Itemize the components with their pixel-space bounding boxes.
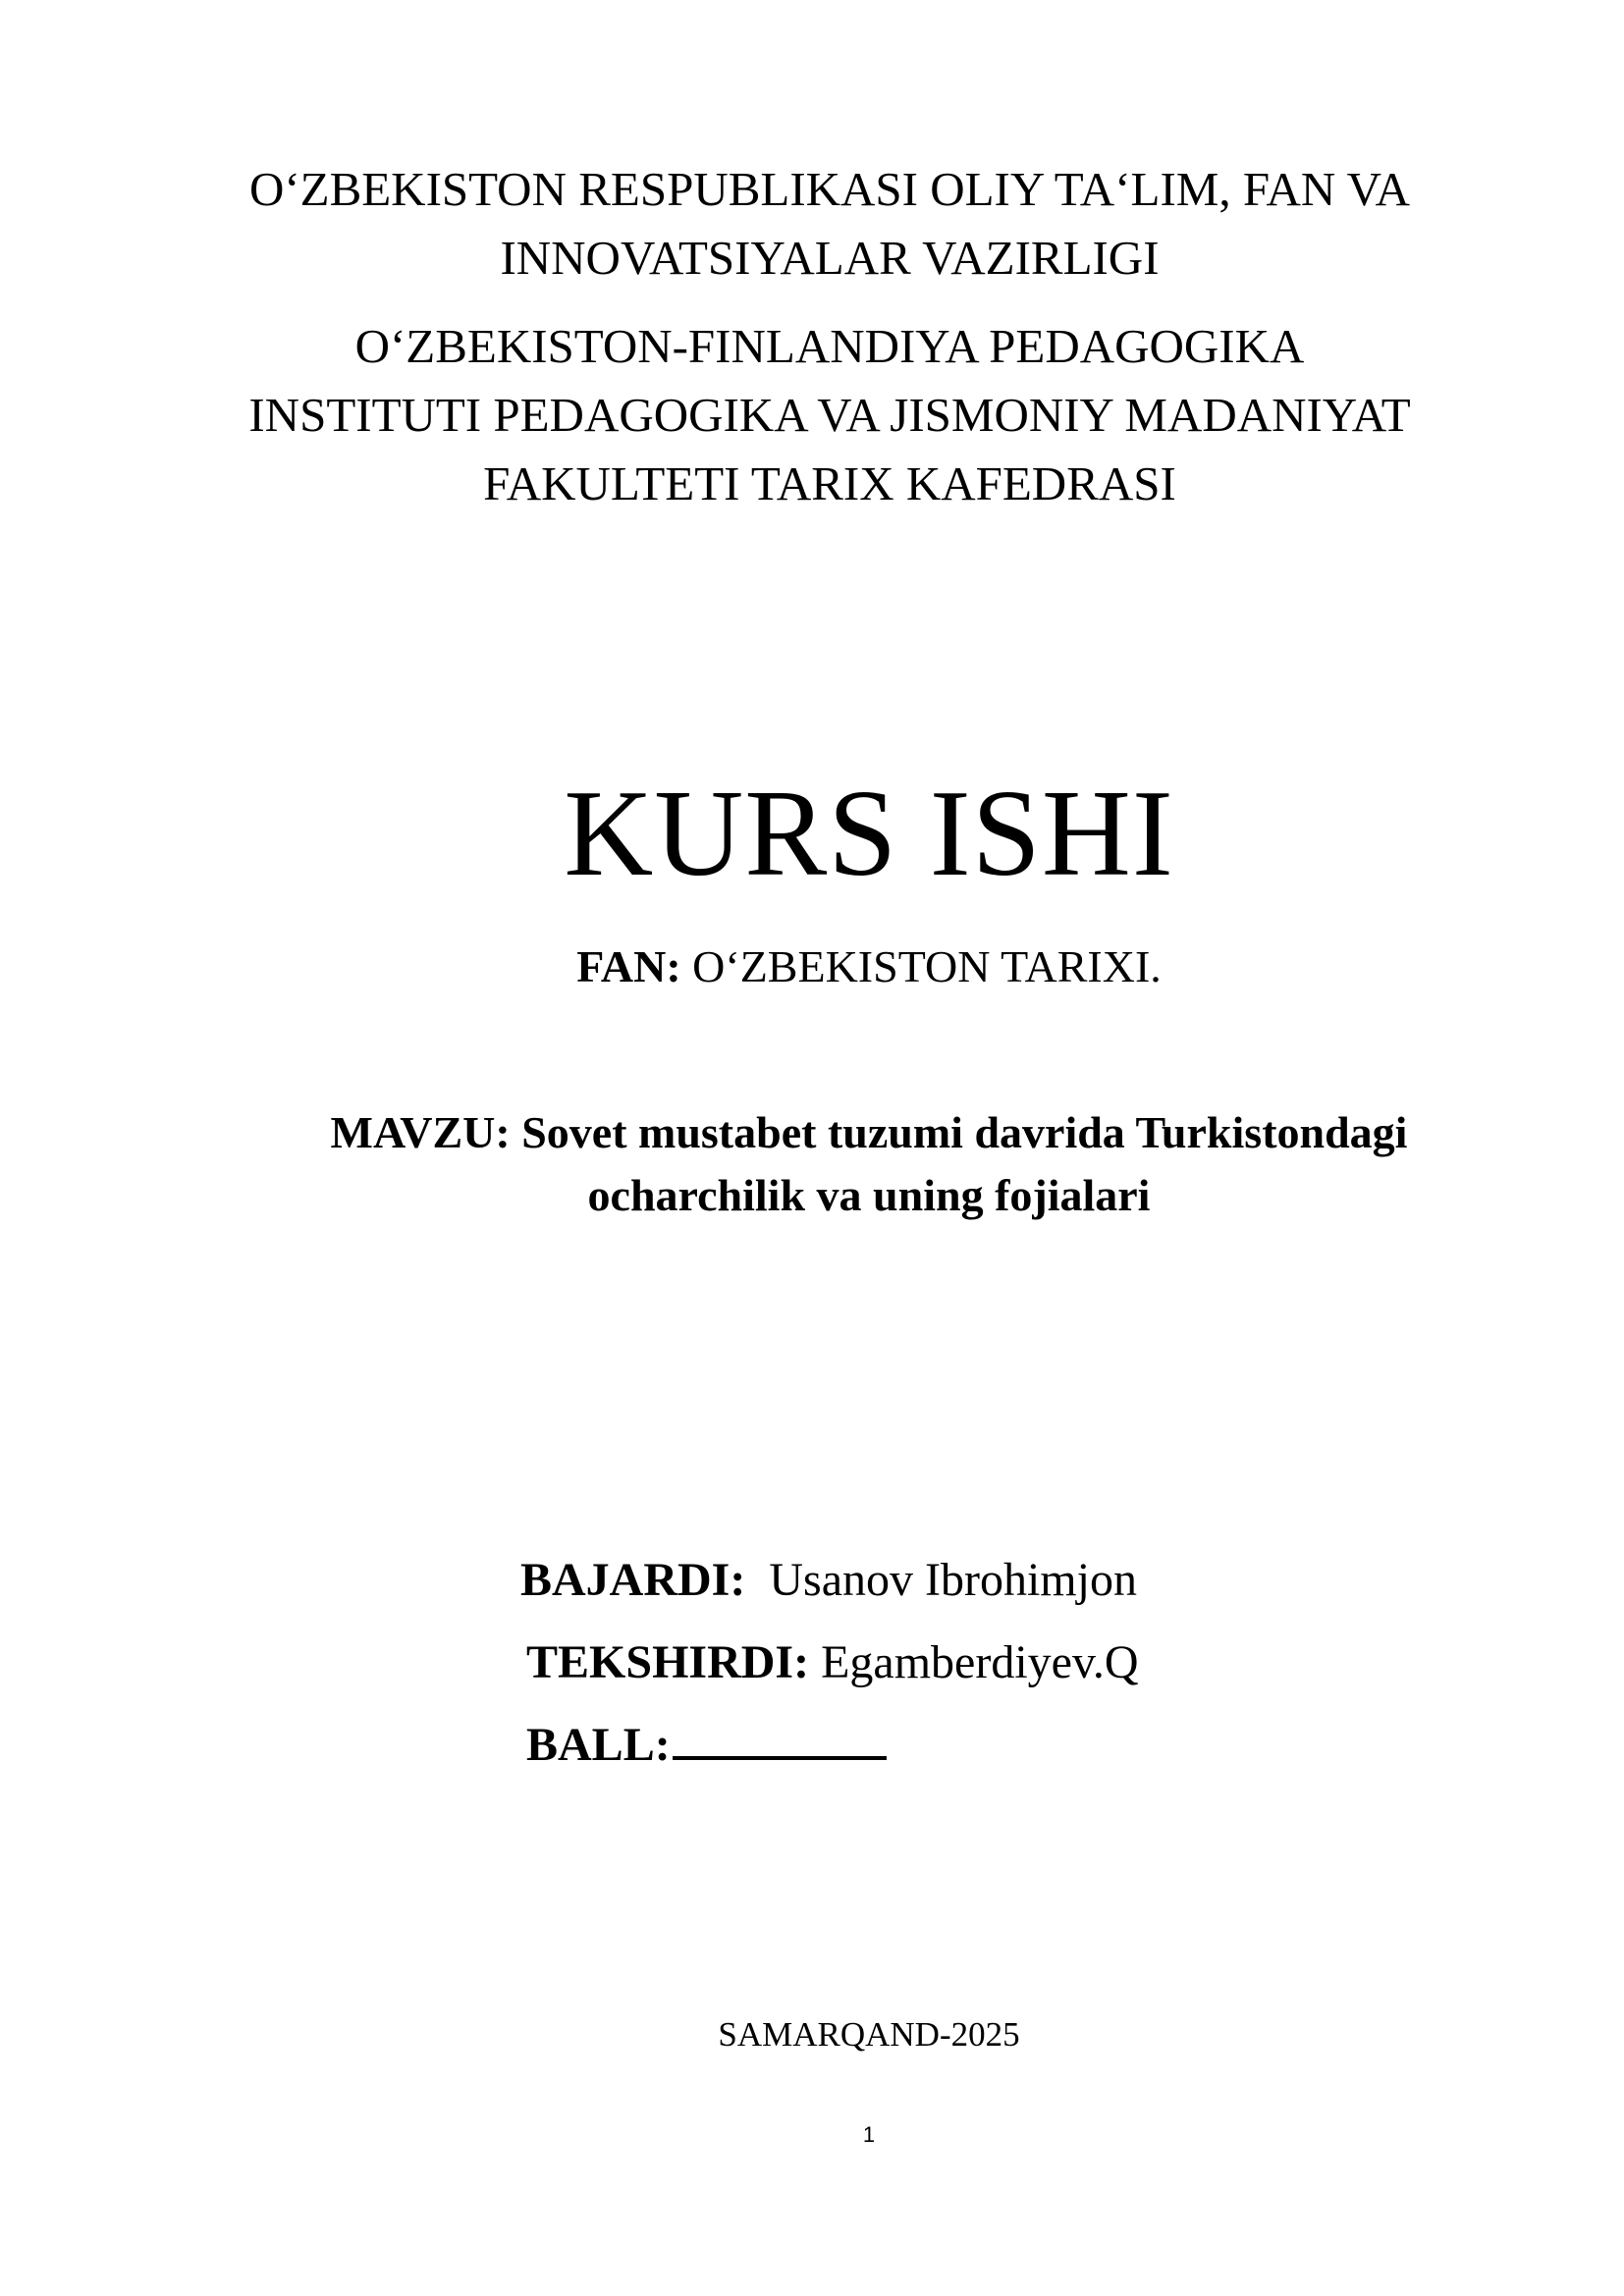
topic-block — [255, 1101, 1483, 1227]
grade-row — [526, 1716, 887, 1775]
checked-by-label: TEKSHIRDI: — [526, 1636, 810, 1688]
ministry-line-2: INNOVATSIYALAR VAZIRLIGI — [500, 231, 1160, 285]
page-number: 1 — [862, 2122, 876, 2147]
grade-label: BALL: — [526, 1719, 671, 1771]
subject-value: O‘ZBEKISTON TARIXI. — [680, 941, 1162, 991]
performed-by-value: Usanov Ibrohimjon — [745, 1554, 1137, 1606]
institute-line-1: O‘ZBEKISTON-FINLANDIYA PEDAGOGIKA — [354, 319, 1305, 373]
institute-line-3: FAKULTETI TARIX KAFEDRASI — [483, 456, 1176, 510]
subject-label: FAN: — [576, 941, 681, 991]
city-year: SAMARQAND-2025 — [718, 2015, 1020, 2054]
document-title: KURS ISHI — [564, 766, 1174, 902]
ministry-line-1: O‘ZBEKISTON RESPUBLIKASI OLIY TA‘LIM, FAN VA — [248, 162, 1411, 216]
performed-by-label: BAJARDI: — [520, 1554, 746, 1606]
grade-blank-line — [673, 1717, 887, 1760]
checked-by-row — [526, 1633, 1139, 1692]
checked-by-value: Egamberdiyev.Q — [809, 1636, 1139, 1688]
performed-by-row — [520, 1551, 1137, 1610]
topic-line-1 — [255, 1101, 1483, 1164]
subject-line — [0, 937, 1624, 996]
ministry-heading — [147, 155, 1512, 293]
topic-text-1: Sovet mustabet tuzumi davrida Turkistondagi — [510, 1107, 1408, 1157]
institute-line-2: INSTITUTI PEDAGOGIKA VA JISMONIY MADANIYAT — [248, 388, 1411, 442]
topic-label: MAVZU: — [330, 1107, 511, 1157]
institute-heading — [147, 312, 1512, 518]
topic-text-2: ocharchilik va uning fojialari — [587, 1170, 1151, 1220]
